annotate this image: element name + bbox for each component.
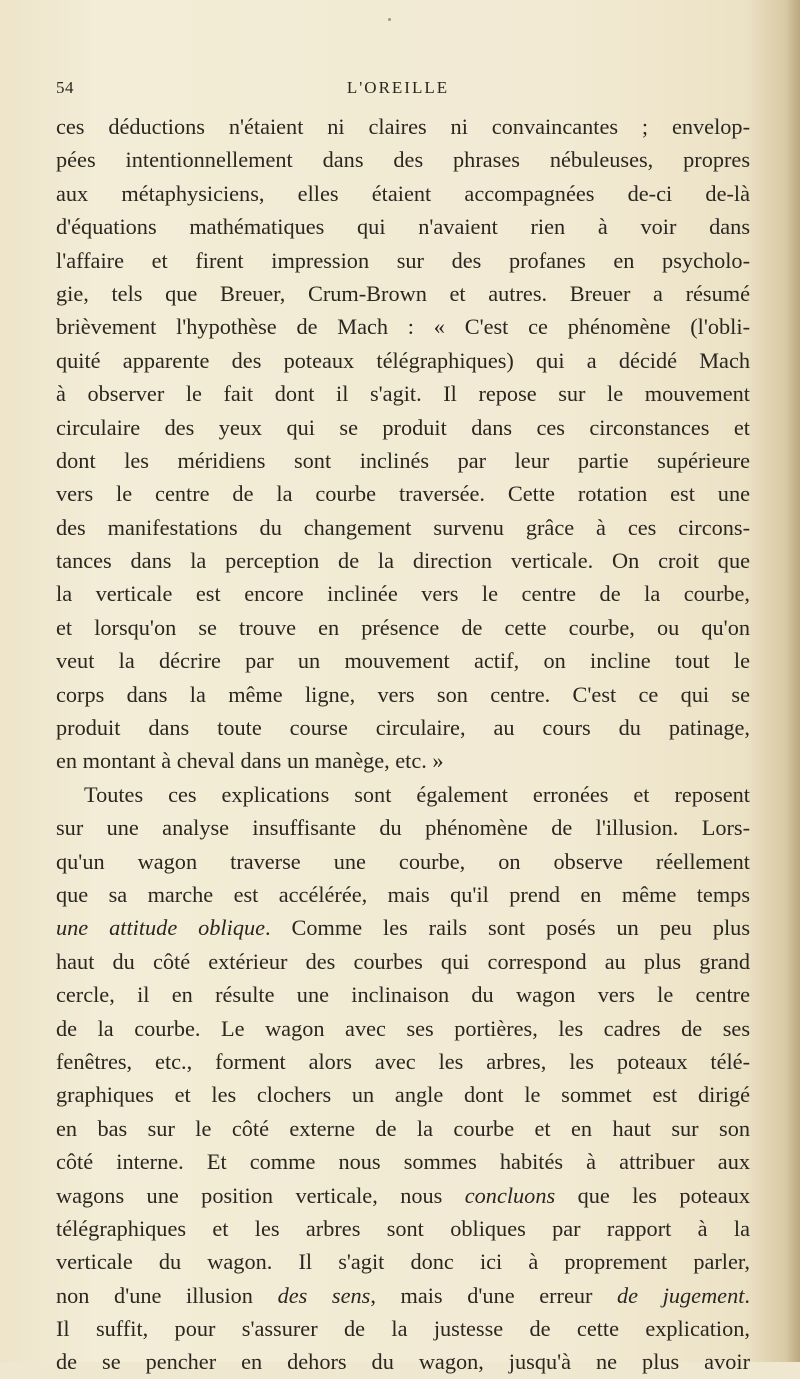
- text-line: gie, tels que Breuer, Crum-Brown et autres. Breuer a résumé: [56, 280, 750, 306]
- text-line: veut la décrire par un mouvement actif, on incline tout le: [56, 648, 750, 674]
- text-line: télégraphiques et les arbres sont obliques par rapport à la: [56, 1215, 750, 1241]
- text-line: cercle, il en résulte une inclinaison du wagon vers le centre: [56, 982, 750, 1008]
- text-line: une attitude oblique. Comme les rails sont posés un peu plus: [56, 915, 750, 941]
- text-line: d'équations mathématiques qui n'avaient rien à voir dans: [56, 214, 750, 240]
- text-line: quité apparente des poteaux télégraphiques) qui a décidé Mach: [56, 347, 750, 373]
- text-line-paragraph-end: en montant à cheval dans un manège, etc. »: [56, 748, 444, 774]
- text-line: circulaire des yeux qui se produit dans ces circonstances et: [56, 414, 750, 440]
- text-line: des manifestations du changement survenu grâce à ces circons-: [56, 514, 750, 540]
- text-line: de la courbe. Le wagon avec ses portières, les cadres de ses: [56, 1015, 750, 1041]
- text-line: non d'une illusion des sens, mais d'une erreur de jugement.: [56, 1282, 750, 1308]
- text-line: graphiques et les clochers un angle dont le sommet est dirigé: [56, 1082, 750, 1108]
- text-line: pées intentionnellement dans des phrases nébuleuses, propres: [56, 147, 750, 173]
- page-number: 54: [56, 78, 74, 97]
- text-line: la verticale est encore inclinée vers le centre de la courbe,: [56, 581, 750, 607]
- paper-speck: [388, 18, 391, 21]
- text-line: verticale du wagon. Il s'agit donc ici à proprement parler,: [56, 1249, 750, 1275]
- text-line: wagons une position verticale, nous concluons que les poteaux: [56, 1182, 750, 1208]
- text-line: sur une analyse insuffisante du phénomène de l'illusion. Lors-: [56, 815, 750, 841]
- italic-emphasis: une attitude oblique: [56, 915, 266, 941]
- running-head: [0, 78, 800, 98]
- text-line: en bas sur le côté externe de la courbe et en haut sur son: [56, 1115, 750, 1141]
- text-line: ces déductions n'étaient ni claires ni convaincantes ; envelop-: [56, 114, 750, 139]
- text-line: côté interne. Et comme nous sommes habités à attribuer aux: [56, 1149, 750, 1175]
- italic-emphasis: concluons: [464, 1182, 556, 1208]
- italic-emphasis: de jugement: [617, 1282, 745, 1308]
- body-text: [56, 110, 750, 1379]
- text-line: dont les méridiens sont inclinés par leur partie supérieure: [56, 447, 750, 473]
- text-line: à observer le fait dont il s'agit. Il repose sur le mouvement: [56, 381, 750, 407]
- page-edge-shadow: [786, 0, 800, 1362]
- text-line: Il suffit, pour s'assurer de la justesse de cette explication,: [56, 1316, 750, 1342]
- text-line: qu'un wagon traverse une courbe, on observe réellement: [56, 848, 750, 874]
- italic-emphasis: des sens: [277, 1282, 371, 1308]
- text-line: brièvement l'hypothèse de Mach : « C'est ce phénomène (l'obli-: [56, 314, 750, 340]
- text-line: de se pencher en dehors du wagon, jusqu'à ne plus avoir: [56, 1349, 750, 1375]
- text-line: haut du côté extérieur des courbes qui correspond au plus grand: [56, 948, 750, 974]
- text-line: tances dans la perception de la direction verticale. On croit que: [56, 548, 750, 574]
- text-line: que sa marche est accélérée, mais qu'il prend en même temps: [56, 881, 750, 907]
- text-line: et lorsqu'on se trouve en présence de cette courbe, ou qu'on: [56, 614, 750, 640]
- text-line: vers le centre de la courbe traversée. Cette rotation est une: [56, 481, 750, 507]
- text-line: produit dans toute course circulaire, au cours du patinage,: [56, 715, 750, 741]
- running-head-text: L'OREILLE: [346, 78, 450, 97]
- text-line: corps dans la même ligne, vers son centre. C'est ce qui se: [56, 681, 750, 707]
- text-line: aux métaphysiciens, elles étaient accompagnées de-ci de-là: [56, 180, 750, 206]
- text-line: fenêtres, etc., forment alors avec les arbres, les poteaux télé-: [56, 1048, 750, 1074]
- text-line-paragraph-start: Toutes ces explications sont également erronées et reposent: [84, 781, 750, 807]
- text-line: l'affaire et firent impression sur des profanes en psycholo-: [56, 247, 750, 273]
